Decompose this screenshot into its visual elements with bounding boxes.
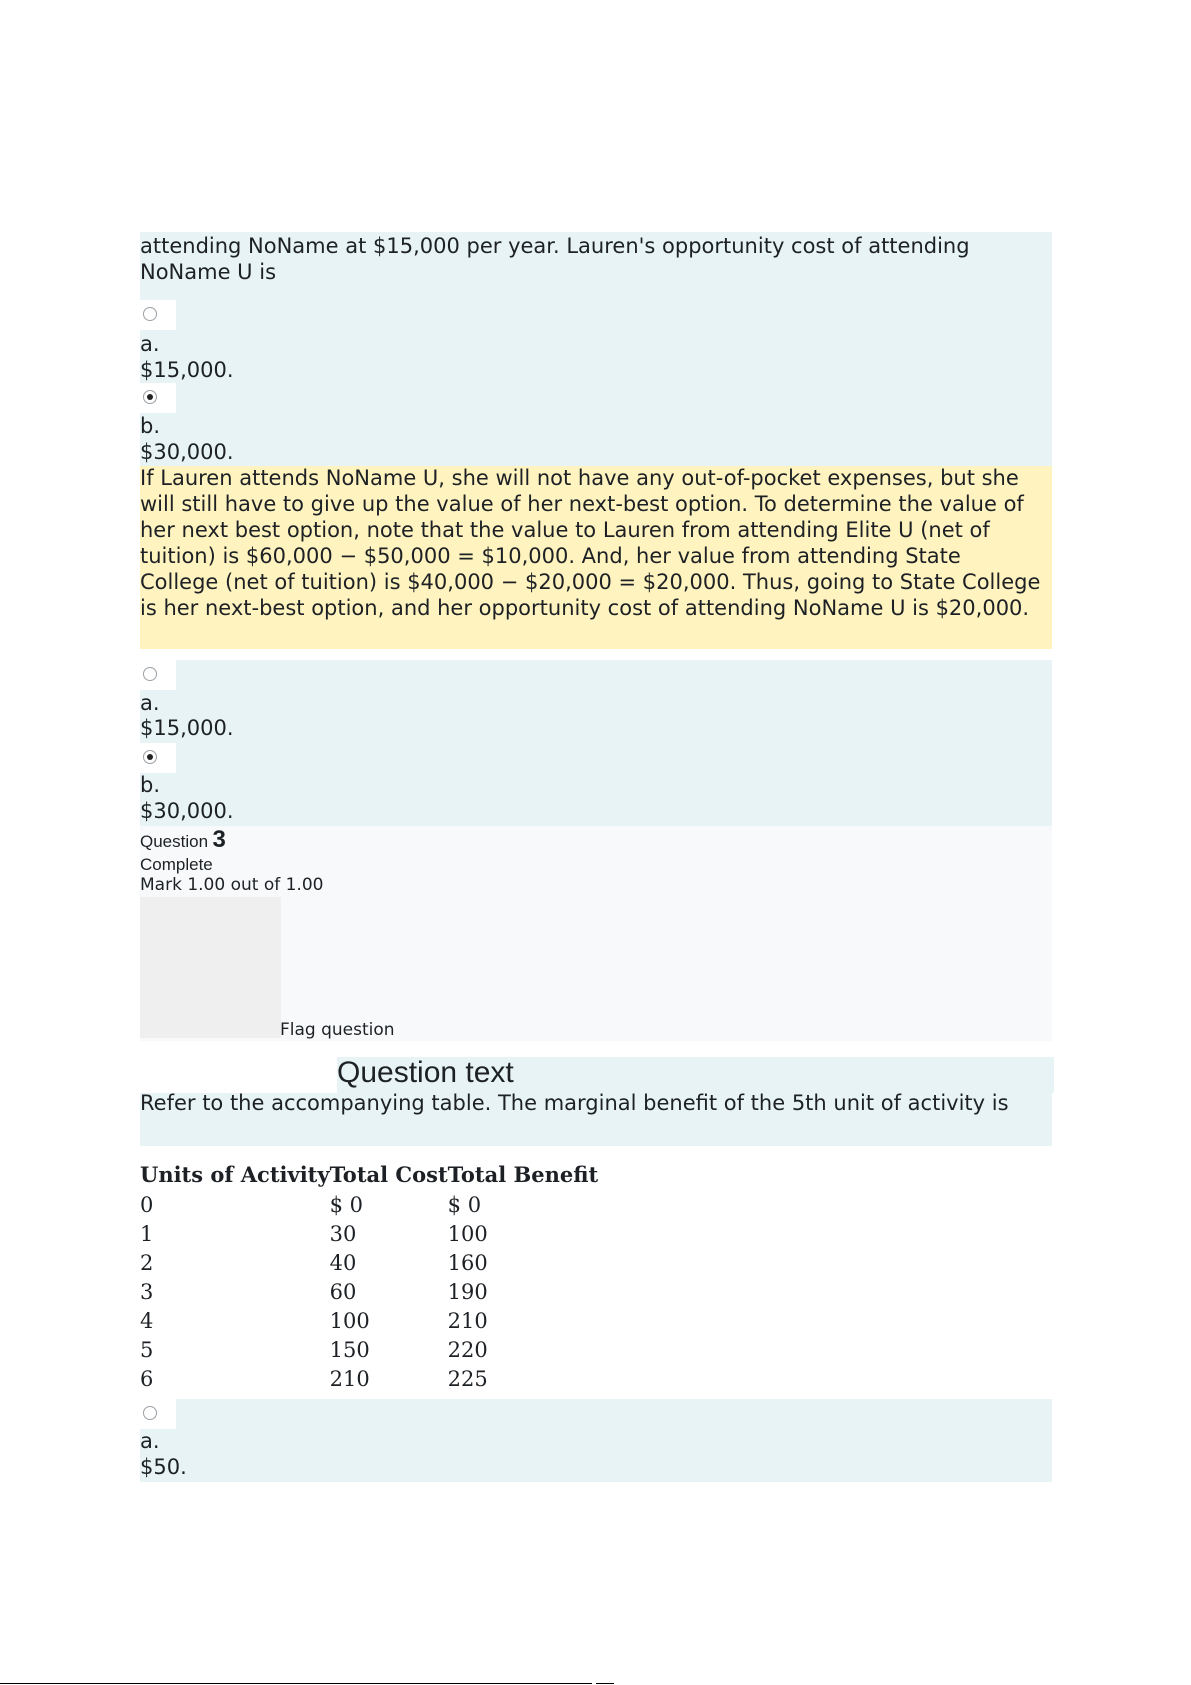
q3-option-a-radio-box[interactable] xyxy=(140,1399,176,1429)
activity-table xyxy=(140,1158,598,1393)
table-cell: 4 xyxy=(140,1308,154,1333)
table-row xyxy=(140,1219,598,1248)
table-cell: 1 xyxy=(140,1221,154,1246)
q2-option-a-value: $15,000. xyxy=(140,358,234,382)
table-row xyxy=(140,1306,598,1335)
radio-checked-icon[interactable] xyxy=(143,750,157,764)
radio-unchecked-icon[interactable] xyxy=(143,307,157,321)
table-row xyxy=(140,1364,598,1393)
table-cell: 100 xyxy=(447,1221,488,1246)
table-cell: $ 0 xyxy=(329,1192,363,1217)
table-cell: 220 xyxy=(447,1337,488,1362)
table-cell: 160 xyxy=(447,1250,488,1275)
q2-option-a2-radio-box[interactable] xyxy=(140,660,176,690)
q2-option-b-value: $30,000. xyxy=(140,440,234,464)
q2-option-b2-value: $30,000. xyxy=(140,799,234,823)
q2-option-b2-radio-box[interactable] xyxy=(140,743,176,773)
bottom-divider-short xyxy=(596,1683,614,1684)
bottom-divider xyxy=(0,1683,592,1684)
table-header-units: Units of Activity xyxy=(140,1161,330,1187)
q3-status: Complete xyxy=(140,855,213,874)
radio-checked-icon[interactable] xyxy=(143,390,157,404)
table-cell: 5 xyxy=(140,1337,154,1362)
radio-unchecked-icon[interactable] xyxy=(143,1406,157,1420)
q3-option-a-letter: a. xyxy=(140,1429,160,1453)
table-cell: 210 xyxy=(447,1308,488,1333)
table-cell: 190 xyxy=(447,1279,488,1304)
table-header-row xyxy=(140,1158,598,1190)
table-cell: 100 xyxy=(329,1308,370,1333)
q3-number-line xyxy=(140,826,226,854)
q3-option-a-value: $50. xyxy=(140,1455,187,1479)
table-cell: 210 xyxy=(329,1366,370,1391)
q3-options-block xyxy=(140,1399,1052,1482)
q2-option-a-radio-box[interactable] xyxy=(140,300,176,330)
table-cell: 2 xyxy=(140,1250,154,1275)
q3-question-number: 3 xyxy=(212,826,226,853)
q3-heading: Question text xyxy=(337,1056,514,1089)
q2-options-block-2 xyxy=(140,660,1052,826)
table-cell: 3 xyxy=(140,1279,154,1304)
table-header-total-benefit: Total Benefit xyxy=(447,1161,599,1187)
table-row xyxy=(140,1277,598,1306)
table-cell: 60 xyxy=(329,1279,357,1304)
q3-mark: Mark 1.00 out of 1.00 xyxy=(140,875,324,895)
table-cell: 6 xyxy=(140,1366,154,1391)
flag-question-link[interactable]: Flag question xyxy=(280,1020,395,1040)
table-cell: 30 xyxy=(329,1221,357,1246)
table-row xyxy=(140,1335,598,1364)
table-row xyxy=(140,1190,598,1219)
q2-option-a2-value: $15,000. xyxy=(140,716,234,740)
table-row xyxy=(140,1248,598,1277)
table-cell: 40 xyxy=(329,1250,357,1275)
q2-option-a-letter: a. xyxy=(140,332,160,356)
table-cell: 150 xyxy=(329,1337,370,1362)
table-cell: 225 xyxy=(447,1366,488,1391)
q2-option-a2-letter: a. xyxy=(140,691,160,715)
flag-icon[interactable] xyxy=(140,897,281,1038)
q2-option-b-radio-box[interactable] xyxy=(140,383,176,413)
q2-option-b2-letter: b. xyxy=(140,773,161,797)
q2-option-b-letter: b. xyxy=(140,414,161,438)
table-cell: $ 0 xyxy=(447,1192,482,1217)
q2-feedback-text: If Lauren attends NoName U, she will not have any out-of-pocket expenses, but she will still have to give up the value of her next-best option. To determine the value of her next best option, note that the value to Lauren from attending Elite U (net of tuition) is $60,000 − $50,000 = $10,000. And, her value from attending State College (net of tuition) is $40,000 − $20,000 = $20,000. Thus, going to State College is her next-best option, and her opportunity cost of attending NoName U is $20,000. xyxy=(140,466,1041,620)
q2-stem-text: attending NoName at $15,000 per year. Lauren's opportunity cost of attending NoName U is xyxy=(140,234,970,284)
q3-question-label: Question xyxy=(140,832,209,851)
table-header-total-cost: Total Cost xyxy=(329,1161,448,1187)
q3-stem-text: Refer to the accompanying table. The marginal benefit of the 5th unit of activity is xyxy=(140,1091,1009,1115)
table-cell: 0 xyxy=(140,1192,154,1217)
radio-unchecked-icon[interactable] xyxy=(143,667,157,681)
